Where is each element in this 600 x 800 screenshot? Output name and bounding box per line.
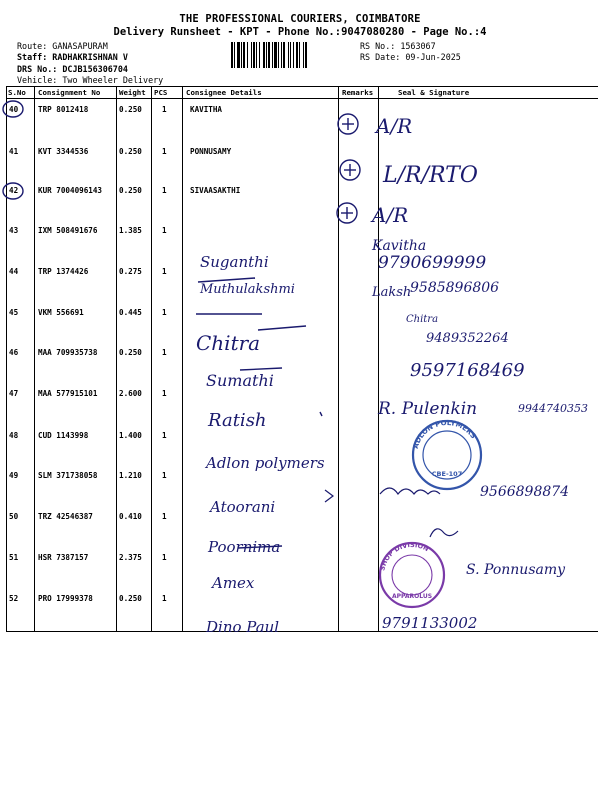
cell-pcs: 1 — [162, 147, 167, 156]
staff-label: Staff: RADHAKRISHNAN V — [17, 52, 128, 62]
cell-sno: 51 — [9, 553, 19, 562]
stamp-shop — [378, 541, 444, 607]
cell-wt: 1.385 — [119, 226, 142, 235]
cell-cn: IXM 508491676 — [38, 226, 98, 235]
stamp-adlon — [412, 419, 481, 489]
cell-wt: 0.250 — [119, 594, 142, 603]
rs-no-label: RS No.: 1563067 — [360, 41, 436, 51]
sig-r40: A/R — [376, 114, 413, 138]
route-label: Route: GANASAPURAM — [17, 41, 108, 51]
cell-sno: 46 — [9, 348, 19, 357]
phone-r45: 9489352264 — [426, 331, 509, 346]
cell-pcs: 1 — [162, 431, 167, 440]
cell-wt: 0.445 — [119, 308, 142, 317]
cell-sno: 41 — [9, 147, 19, 156]
cell-wt: 0.250 — [119, 186, 142, 195]
cell-wt: 0.250 — [119, 105, 142, 114]
cell-sno: 44 — [9, 267, 19, 276]
stamp-shop-top-text: SHOP DIVISION — [378, 540, 431, 572]
drs-label: DRS No.: DCJB156306704 — [17, 64, 128, 74]
name-r44: Muthulakshmi — [200, 282, 295, 297]
stamp-shop-bottom-text: APPAROLUS — [391, 593, 433, 600]
cell-sno: 50 — [9, 512, 19, 521]
stamp-adlon-top-text: ADLON POLYMERS — [411, 418, 478, 450]
sig-r52: Dino Paul — [206, 618, 280, 636]
cell-cn: CUD 1143998 — [38, 431, 89, 440]
cell-cn: TRP 8012418 — [38, 105, 89, 114]
cell-sno: 40 — [9, 105, 19, 114]
cell-wt: 1.210 — [119, 471, 142, 480]
name-r49: Adlon polymers — [206, 454, 325, 472]
phone-r46: 9597168469 — [410, 360, 525, 381]
cell-cn: MAA 577915101 — [38, 389, 98, 398]
svg-text:ADLON POLYMERS — [412, 419, 478, 450]
cell-cn: TRZ 42546387 — [38, 512, 93, 521]
name-r48: Ratish — [208, 410, 267, 431]
sig-r47: R. Pulenkin — [378, 399, 478, 419]
cell-cn: KVT 3344536 — [38, 147, 89, 156]
cell-consignee: KAVITHA — [190, 105, 223, 114]
cell-cn: KUR 7004096143 — [38, 186, 103, 195]
cell-wt: 0.250 — [119, 348, 142, 357]
col-header-weight: Weight — [119, 88, 146, 97]
cell-sno: 42 — [9, 186, 19, 195]
doc-subtitle: Delivery Runsheet - KPT - Phone No.:9047080280 - Page No.:4 — [113, 26, 487, 38]
col-header-consignment: Consignment No — [38, 88, 101, 97]
cell-sno: 47 — [9, 389, 19, 398]
cell-cn: PRO 17999378 — [38, 594, 93, 603]
cell-pcs: 1 — [162, 105, 167, 114]
sig-r51: S. Ponnusamy — [466, 562, 566, 578]
cell-pcs: 1 — [162, 348, 167, 357]
cell-pcs: 1 — [162, 226, 167, 235]
cell-pcs: 1 — [162, 471, 167, 480]
cell-pcs: 1 — [162, 389, 167, 398]
cell-pcs: 1 — [162, 308, 167, 317]
sig-r42: A/R — [372, 203, 409, 227]
name-r47: Sumathi — [206, 371, 274, 390]
sno-circle-40 — [3, 101, 23, 117]
cell-wt: 1.400 — [119, 431, 142, 440]
phone-r49: 9566898874 — [480, 484, 570, 500]
sig-r41: L/R/RTO — [383, 163, 478, 188]
rs-date-label: RS Date: 09-Jun-2025 — [360, 52, 461, 62]
cell-wt: 0.275 — [119, 267, 142, 276]
phone-r44: 9585896806 — [410, 280, 500, 296]
col-header-pcs: PCS — [154, 88, 168, 97]
cell-sno: 52 — [9, 594, 19, 603]
cell-sno: 48 — [9, 431, 19, 440]
cell-sno: 49 — [9, 471, 19, 480]
name-r51: Poornima — [208, 538, 281, 556]
sig-r45: Chitra — [406, 314, 439, 325]
cell-wt: 0.250 — [119, 147, 142, 156]
phone-r43: 9790699999 — [378, 253, 487, 273]
sno-circle-42 — [3, 183, 23, 199]
cell-pcs: 1 — [162, 553, 167, 562]
cell-pcs: 1 — [162, 267, 167, 276]
cell-pcs: 1 — [162, 594, 167, 603]
cell-pcs: 1 — [162, 186, 167, 195]
cell-sno: 45 — [9, 308, 19, 317]
name-r43: Suganthi — [200, 253, 269, 271]
cell-consignee: SIVAASAKTHI — [190, 186, 241, 195]
doc-title: THE PROFESSIONAL COURIERS, COIMBATORE — [179, 13, 421, 25]
cell-wt: 2.375 — [119, 553, 142, 562]
cell-cn: TRP 1374426 — [38, 267, 89, 276]
stamp-adlon-bottom-text: CBE-107 — [431, 470, 463, 478]
sig-r43: Kavitha — [372, 238, 427, 254]
col-header-sno: S.No — [8, 88, 26, 97]
cell-cn: HSR 7387157 — [38, 553, 89, 562]
cell-wt: 2.600 — [119, 389, 142, 398]
cell-cn: VKM 556691 — [38, 308, 84, 317]
col-header-remarks: Remarks — [342, 88, 374, 97]
cell-sno: 43 — [9, 226, 19, 235]
phone-r52: 9791133002 — [382, 614, 478, 632]
sig-r44: Laksh — [372, 285, 412, 300]
vehicle-label: Vehicle: Two Wheeler Delivery — [17, 75, 164, 85]
cell-pcs: 1 — [162, 512, 167, 521]
cell-cn: MAA 709935738 — [38, 348, 98, 357]
name-r52: Amex — [212, 574, 255, 592]
arrow-mark-r49 — [325, 490, 333, 502]
cell-wt: 0.410 — [119, 512, 142, 521]
cell-cn: SLM 371738058 — [38, 471, 98, 480]
cell-consignee: PONNUSAMY — [190, 147, 232, 156]
name-r46: Chitra — [196, 331, 261, 355]
name-r50: Atoorani — [210, 498, 276, 516]
col-header-consignee: Consignee Details — [186, 88, 262, 97]
sig-scribble-r49 — [380, 488, 440, 494]
col-header-seal: Seal & Signature — [398, 88, 470, 97]
phone-r47: 9944740353 — [518, 402, 588, 415]
sig-scribble-r51 — [430, 529, 458, 537]
